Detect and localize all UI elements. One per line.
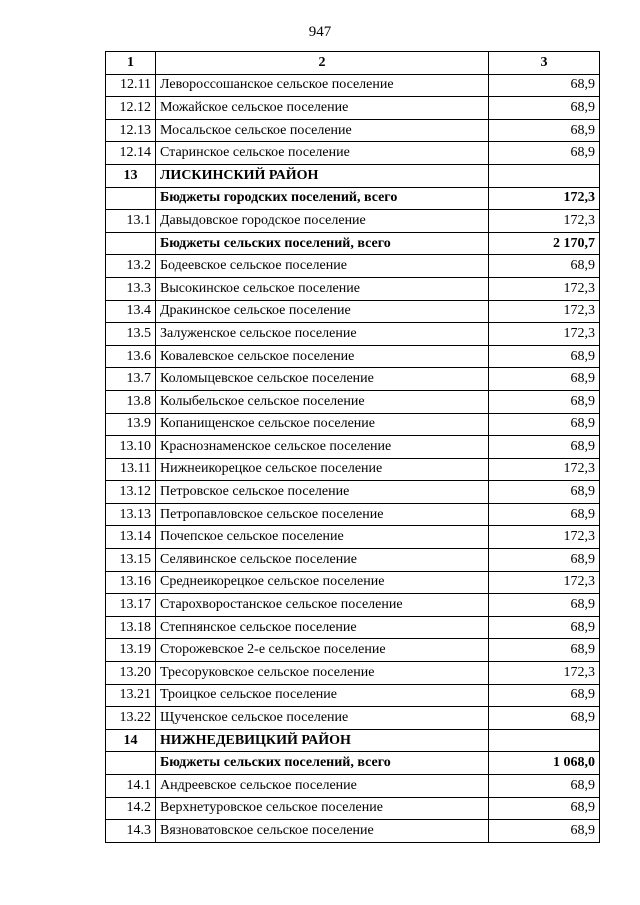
row-value-cell: 172,3 bbox=[489, 571, 600, 594]
row-value-cell: 172,3 bbox=[489, 300, 600, 323]
row-number-cell: 13.11 bbox=[106, 458, 156, 481]
table-row bbox=[106, 458, 600, 481]
row-value-cell: 68,9 bbox=[489, 820, 600, 843]
row-number-cell: 13.10 bbox=[106, 436, 156, 459]
table-row bbox=[106, 413, 600, 436]
row-name-cell: Краснознаменское сельское поселение bbox=[156, 436, 489, 459]
row-number-cell: 14 bbox=[106, 729, 156, 752]
row-value-cell: 68,9 bbox=[489, 255, 600, 278]
table-row bbox=[106, 797, 600, 820]
table-row bbox=[106, 775, 600, 798]
row-name-cell: Левороссошанское сельское поселение bbox=[156, 74, 489, 97]
row-number-cell: 12.12 bbox=[106, 97, 156, 120]
row-name-cell: Ковалевское сельское поселение bbox=[156, 345, 489, 368]
table-row bbox=[106, 662, 600, 685]
table-row bbox=[106, 503, 600, 526]
row-value-cell: 68,9 bbox=[489, 707, 600, 730]
row-number-cell: 13.22 bbox=[106, 707, 156, 730]
row-name-cell: Бюджеты сельских поселений, всего bbox=[156, 752, 489, 775]
budget-table bbox=[105, 51, 600, 843]
row-value-cell: 68,9 bbox=[489, 390, 600, 413]
row-number-cell: 13 bbox=[106, 164, 156, 187]
total-row bbox=[106, 187, 600, 210]
row-value-cell: 68,9 bbox=[489, 594, 600, 617]
row-number-cell: 13.5 bbox=[106, 323, 156, 346]
row-number-cell: 12.13 bbox=[106, 119, 156, 142]
table-row bbox=[106, 255, 600, 278]
row-number-cell bbox=[106, 187, 156, 210]
row-value-cell: 68,9 bbox=[489, 368, 600, 391]
row-number-cell: 13.2 bbox=[106, 255, 156, 278]
table-row bbox=[106, 119, 600, 142]
row-name-cell: ЛИСКИНСКИЙ РАЙОН bbox=[156, 164, 489, 187]
row-name-cell: Высокинское сельское поселение bbox=[156, 277, 489, 300]
table-row bbox=[106, 368, 600, 391]
district-row bbox=[106, 729, 600, 752]
row-name-cell: Дракинское сельское поселение bbox=[156, 300, 489, 323]
row-name-cell: Бюджеты городских поселений, всего bbox=[156, 187, 489, 210]
row-name-cell: Петровское сельское поселение bbox=[156, 481, 489, 504]
row-name-cell: Давыдовское городское поселение bbox=[156, 210, 489, 233]
row-value-cell: 68,9 bbox=[489, 119, 600, 142]
row-name-cell: Щученское сельское поселение bbox=[156, 707, 489, 730]
row-number-cell bbox=[106, 752, 156, 775]
row-number-cell: 12.11 bbox=[106, 74, 156, 97]
row-name-cell: Копанищенское сельское поселение bbox=[156, 413, 489, 436]
row-number-cell bbox=[106, 232, 156, 255]
table-row bbox=[106, 639, 600, 662]
row-number-cell: 12.14 bbox=[106, 142, 156, 165]
row-number-cell: 13.17 bbox=[106, 594, 156, 617]
row-name-cell: НИЖНЕДЕВИЦКИЙ РАЙОН bbox=[156, 729, 489, 752]
table-row bbox=[106, 74, 600, 97]
row-value-cell bbox=[489, 164, 600, 187]
row-value-cell: 68,9 bbox=[489, 436, 600, 459]
row-value-cell bbox=[489, 729, 600, 752]
row-number-cell: 13.20 bbox=[106, 662, 156, 685]
row-value-cell: 2 170,7 bbox=[489, 232, 600, 255]
table-row bbox=[106, 142, 600, 165]
row-value-cell: 1 068,0 bbox=[489, 752, 600, 775]
row-number-cell: 14.3 bbox=[106, 820, 156, 843]
table-row bbox=[106, 594, 600, 617]
header-col-2: 2 bbox=[156, 52, 489, 75]
row-number-cell: 13.16 bbox=[106, 571, 156, 594]
row-value-cell: 172,3 bbox=[489, 662, 600, 685]
row-number-cell: 13.19 bbox=[106, 639, 156, 662]
row-name-cell: Можайское сельское поселение bbox=[156, 97, 489, 120]
row-value-cell: 172,3 bbox=[489, 277, 600, 300]
row-name-cell: Тресоруковское сельское поселение bbox=[156, 662, 489, 685]
district-row bbox=[106, 164, 600, 187]
table-row bbox=[106, 210, 600, 233]
row-name-cell: Петропавловское сельское поселение bbox=[156, 503, 489, 526]
row-value-cell: 172,3 bbox=[489, 323, 600, 346]
row-value-cell: 172,3 bbox=[489, 187, 600, 210]
row-number-cell: 13.8 bbox=[106, 390, 156, 413]
total-row bbox=[106, 232, 600, 255]
row-name-cell: Бюджеты сельских поселений, всего bbox=[156, 232, 489, 255]
row-name-cell: Троицкое сельское поселение bbox=[156, 684, 489, 707]
row-value-cell: 172,3 bbox=[489, 210, 600, 233]
row-number-cell: 14.1 bbox=[106, 775, 156, 798]
row-value-cell: 68,9 bbox=[489, 797, 600, 820]
table-row bbox=[106, 345, 600, 368]
row-number-cell: 13.1 bbox=[106, 210, 156, 233]
row-value-cell: 68,9 bbox=[489, 503, 600, 526]
table-row bbox=[106, 323, 600, 346]
row-number-cell: 13.3 bbox=[106, 277, 156, 300]
table-header bbox=[106, 52, 600, 75]
row-value-cell: 68,9 bbox=[489, 639, 600, 662]
row-number-cell: 13.14 bbox=[106, 526, 156, 549]
table-body bbox=[106, 74, 600, 842]
row-number-cell: 13.9 bbox=[106, 413, 156, 436]
header-col-3: 3 bbox=[489, 52, 600, 75]
row-value-cell: 68,9 bbox=[489, 616, 600, 639]
total-row bbox=[106, 752, 600, 775]
row-number-cell: 13.18 bbox=[106, 616, 156, 639]
row-number-cell: 14.2 bbox=[106, 797, 156, 820]
table-row bbox=[106, 277, 600, 300]
header-row bbox=[106, 52, 600, 75]
row-number-cell: 13.21 bbox=[106, 684, 156, 707]
row-name-cell: Залуженское сельское поселение bbox=[156, 323, 489, 346]
table-row bbox=[106, 481, 600, 504]
row-value-cell: 68,9 bbox=[489, 345, 600, 368]
table-row bbox=[106, 549, 600, 572]
row-value-cell: 68,9 bbox=[489, 684, 600, 707]
row-name-cell: Колыбельское сельское поселение bbox=[156, 390, 489, 413]
row-name-cell: Нижнеикорецкое сельское поселение bbox=[156, 458, 489, 481]
row-name-cell: Бодеевское сельское поселение bbox=[156, 255, 489, 278]
row-value-cell: 68,9 bbox=[489, 481, 600, 504]
row-value-cell: 68,9 bbox=[489, 549, 600, 572]
row-name-cell: Сторожевское 2-е сельское поселение bbox=[156, 639, 489, 662]
row-value-cell: 172,3 bbox=[489, 458, 600, 481]
table-row bbox=[106, 436, 600, 459]
row-number-cell: 13.12 bbox=[106, 481, 156, 504]
row-number-cell: 13.13 bbox=[106, 503, 156, 526]
row-name-cell: Верхнетуровское сельское поселение bbox=[156, 797, 489, 820]
table-row bbox=[106, 820, 600, 843]
table-row bbox=[106, 616, 600, 639]
row-name-cell: Вязноватовское сельское поселение bbox=[156, 820, 489, 843]
row-value-cell: 68,9 bbox=[489, 413, 600, 436]
row-name-cell: Среднеикорецкое сельское поселение bbox=[156, 571, 489, 594]
row-name-cell: Мосальское сельское поселение bbox=[156, 119, 489, 142]
row-name-cell: Андреевское сельское поселение bbox=[156, 775, 489, 798]
table-row bbox=[106, 300, 600, 323]
row-number-cell: 13.7 bbox=[106, 368, 156, 391]
page-number: 947 bbox=[308, 24, 332, 40]
row-value-cell: 68,9 bbox=[489, 142, 600, 165]
row-value-cell: 68,9 bbox=[489, 775, 600, 798]
row-value-cell: 172,3 bbox=[489, 526, 600, 549]
row-value-cell: 68,9 bbox=[489, 97, 600, 120]
row-number-cell: 13.4 bbox=[106, 300, 156, 323]
table-row bbox=[106, 707, 600, 730]
row-name-cell: Старохворостанское сельское поселение bbox=[156, 594, 489, 617]
table-row bbox=[106, 390, 600, 413]
row-name-cell: Почепское сельское поселение bbox=[156, 526, 489, 549]
row-value-cell: 68,9 bbox=[489, 74, 600, 97]
row-number-cell: 13.15 bbox=[106, 549, 156, 572]
row-name-cell: Старинское сельское поселение bbox=[156, 142, 489, 165]
header-col-1: 1 bbox=[106, 52, 156, 75]
table-row bbox=[106, 571, 600, 594]
row-name-cell: Степнянское сельское поселение bbox=[156, 616, 489, 639]
row-name-cell: Коломыцевское сельское поселение bbox=[156, 368, 489, 391]
row-name-cell: Селявинское сельское поселение bbox=[156, 549, 489, 572]
table-row bbox=[106, 684, 600, 707]
row-number-cell: 13.6 bbox=[106, 345, 156, 368]
table-row bbox=[106, 526, 600, 549]
table-row bbox=[106, 97, 600, 120]
